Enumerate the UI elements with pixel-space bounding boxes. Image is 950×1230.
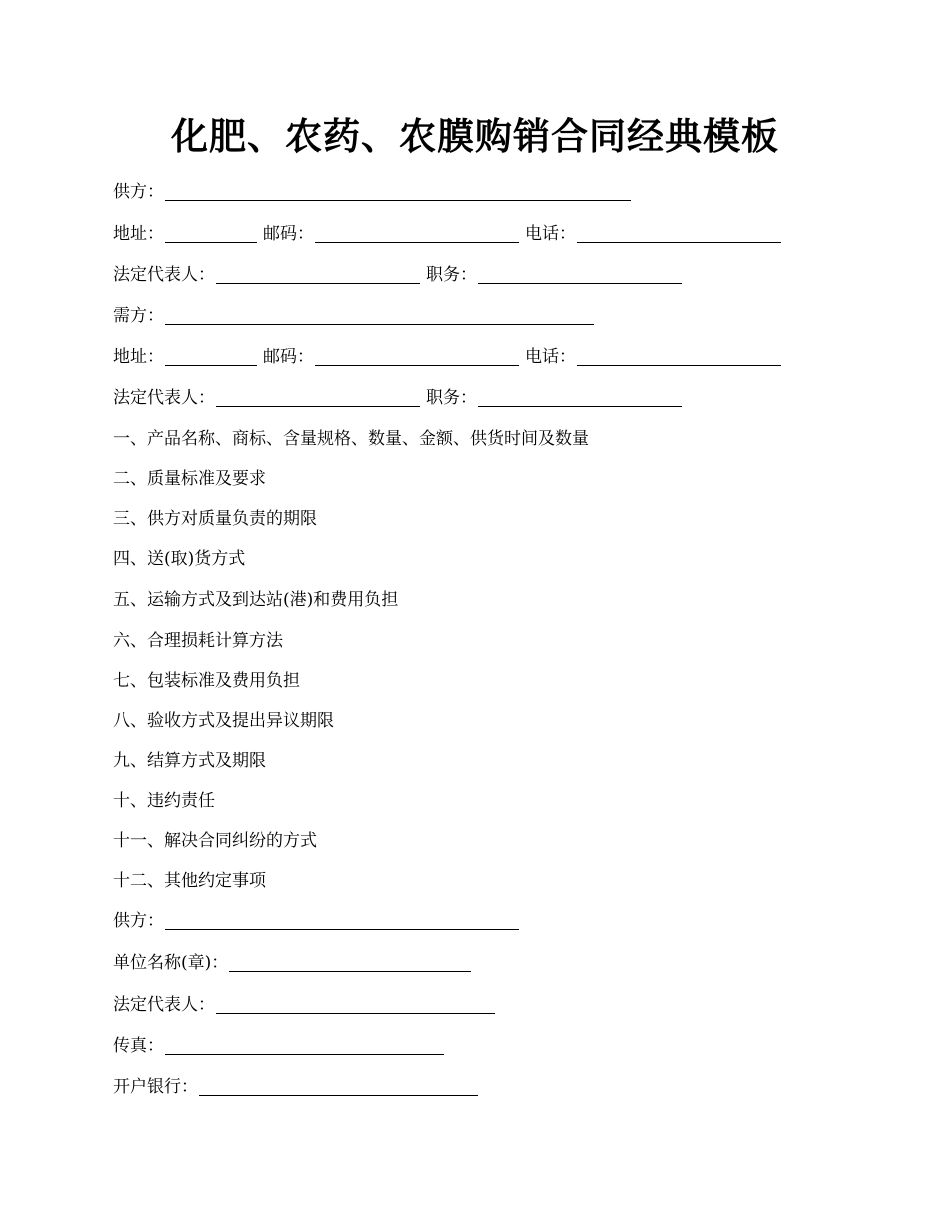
buyer-postcode-field[interactable]: [315, 347, 519, 366]
clause-item: 八、验收方式及提出异议期限: [113, 711, 334, 731]
buyer-address-line: [113, 345, 781, 369]
signature-fax-label: 传真：: [113, 1036, 164, 1056]
supplier-line: [113, 180, 631, 204]
supplier-phone-field[interactable]: [577, 224, 781, 243]
document-title: 化肥、农药、农膜购销合同经典模板: [171, 114, 779, 158]
supplier-legal-rep-label: 法定代表人：: [113, 265, 215, 285]
buyer-legal-rep-label: 法定代表人：: [113, 388, 215, 408]
buyer-name-field[interactable]: [165, 306, 594, 325]
clause-item: 十、违约责任: [113, 791, 215, 811]
supplier-legal-rep-line: [113, 263, 682, 287]
buyer-phone-field[interactable]: [577, 347, 781, 366]
clause-item: 四、送(取)货方式: [113, 549, 246, 569]
supplier-postcode-label: 邮码：: [263, 224, 314, 244]
clause-item: 五、运输方式及到达站(港)和费用负担: [113, 590, 399, 610]
signature-supplier-field[interactable]: [165, 911, 519, 930]
signature-bank-line: [113, 1075, 478, 1099]
supplier-label: 供方：: [113, 182, 164, 202]
signature-supplier-label: 供方：: [113, 911, 164, 931]
supplier-address-line: [113, 222, 781, 246]
signature-fax-line: [113, 1034, 444, 1058]
supplier-address-label: 地址：: [113, 224, 164, 244]
buyer-legal-rep-line: [113, 386, 682, 410]
signature-supplier-line: [113, 909, 519, 933]
buyer-label: 需方：: [113, 306, 164, 326]
signature-unit-name-label: 单位名称(章)：: [113, 953, 229, 973]
clause-item: 一、产品名称、商标、含量规格、数量、金额、供货时间及数量: [113, 429, 589, 449]
signature-legal-rep-label: 法定代表人：: [113, 995, 215, 1015]
buyer-address-field[interactable]: [165, 347, 257, 366]
clause-item: 六、合理损耗计算方法: [113, 631, 283, 651]
signature-unit-name-field[interactable]: [229, 953, 471, 972]
clause-item: 七、包装标准及费用负担: [113, 671, 300, 691]
signature-legal-rep-line: [113, 993, 495, 1017]
signature-legal-rep-field[interactable]: [216, 995, 495, 1014]
clause-item: 十一、解决合同纠纷的方式: [113, 831, 317, 851]
supplier-postcode-field[interactable]: [315, 224, 519, 243]
buyer-line: [113, 304, 594, 328]
buyer-position-field[interactable]: [478, 388, 682, 407]
supplier-address-field[interactable]: [165, 224, 257, 243]
clause-item: 十二、其他约定事项: [113, 871, 266, 891]
supplier-position-field[interactable]: [478, 265, 682, 284]
signature-bank-label: 开户银行：: [113, 1077, 198, 1097]
clause-item: 九、结算方式及期限: [113, 751, 266, 771]
buyer-postcode-label: 邮码：: [263, 347, 314, 367]
buyer-address-label: 地址：: [113, 347, 164, 367]
signature-fax-field[interactable]: [165, 1036, 444, 1055]
buyer-phone-label: 电话：: [525, 347, 576, 367]
supplier-position-label: 职务：: [426, 265, 477, 285]
supplier-legal-rep-field[interactable]: [216, 265, 420, 284]
buyer-position-label: 职务：: [426, 388, 477, 408]
signature-unit-name-line: [113, 951, 471, 975]
buyer-legal-rep-field[interactable]: [216, 388, 420, 407]
clause-item: 二、质量标准及要求: [113, 469, 266, 489]
clause-item: 三、供方对质量负责的期限: [113, 509, 317, 529]
supplier-name-field[interactable]: [165, 182, 631, 201]
signature-bank-field[interactable]: [199, 1077, 478, 1096]
supplier-phone-label: 电话：: [525, 224, 576, 244]
